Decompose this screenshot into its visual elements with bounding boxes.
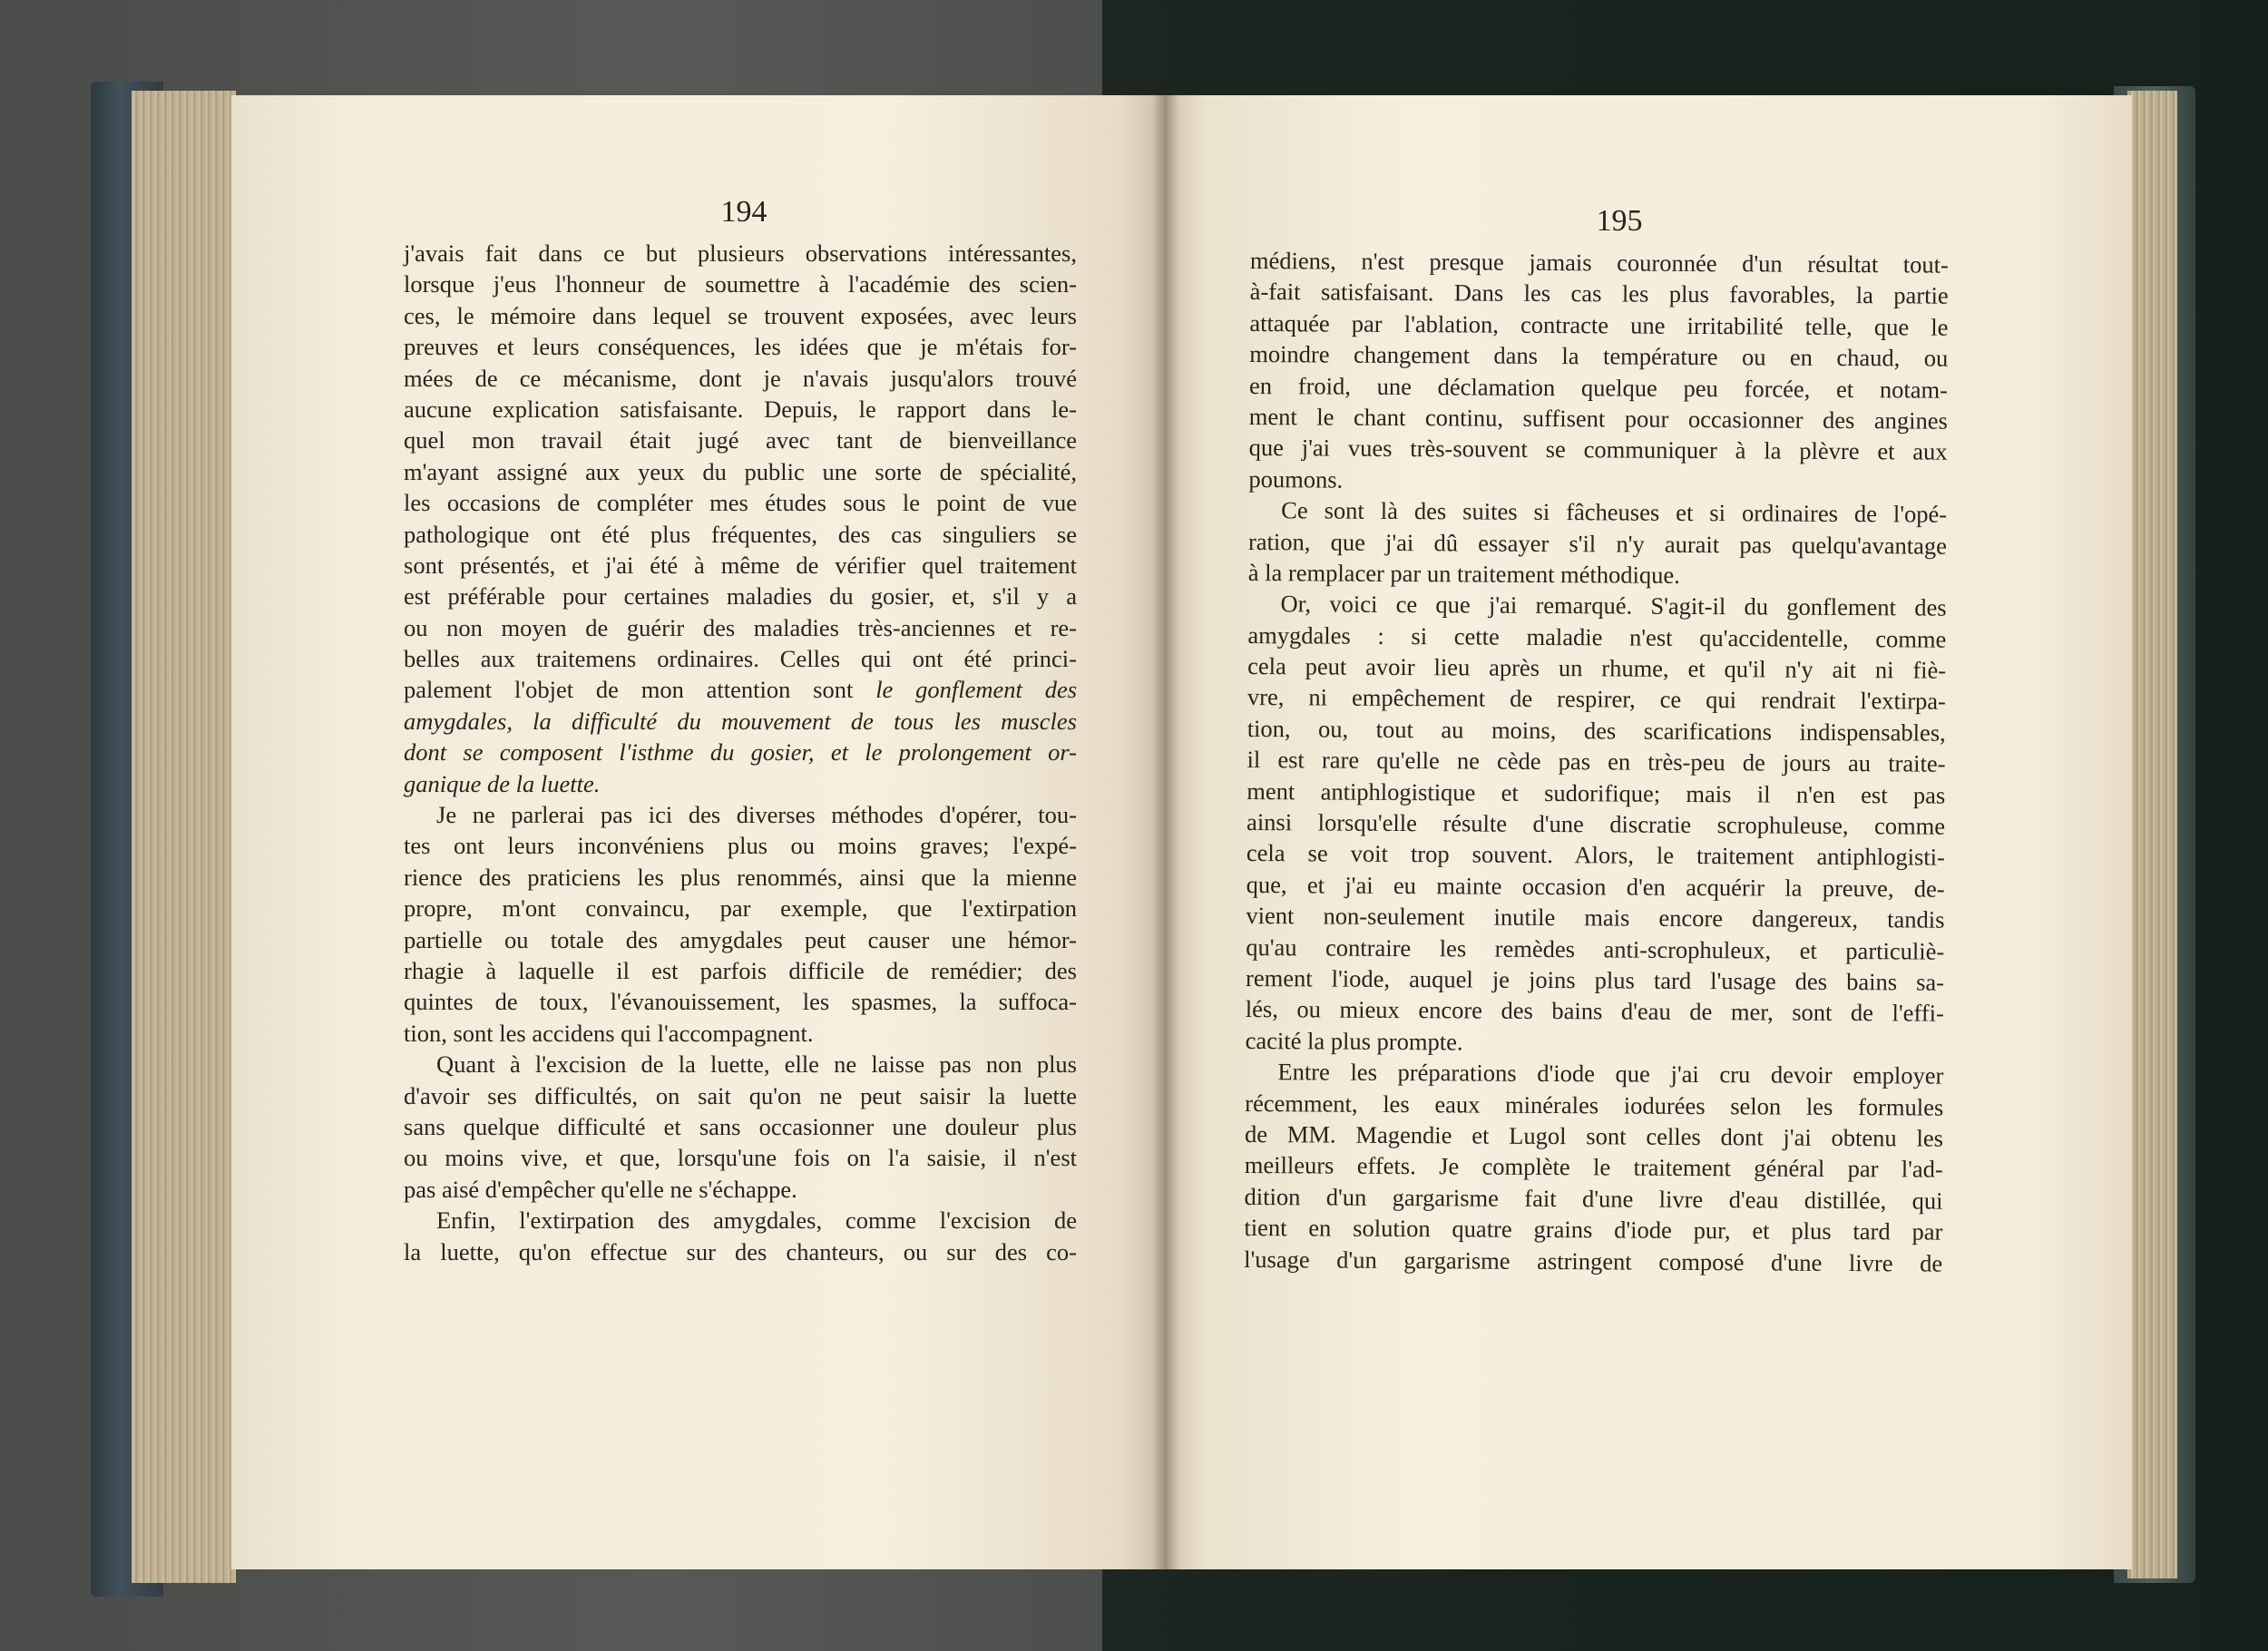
text-line: m'ayant assigné aux yeux du public une sorte de spécialité, bbox=[404, 457, 1077, 485]
text-line: attaquée par l'ablation, contracte une irritabilité telle, que le bbox=[1249, 308, 1949, 341]
text-line: belles aux traitemens ordinaires. Celles qui ont été princi- bbox=[404, 645, 1077, 673]
text-line: cela peut avoir lieu après un rhume, et qu'il n'y ait ni fiè- bbox=[1247, 652, 1947, 684]
italic-text-line: ganique de la luette. bbox=[404, 769, 601, 797]
text-line: ment le chant continu, suffisent pour occasionner des angines bbox=[1248, 402, 1948, 435]
italic-span: le gonflement des bbox=[875, 676, 1078, 704]
text-line: amygdales : si cette maladie n'est qu'accidentelle, comme bbox=[1247, 620, 1947, 653]
italic-text-line: dont se composent l'isthme du gosier, et le prolongement or- bbox=[404, 738, 1077, 767]
text-line: j'avais fait dans ce but plusieurs observations intéressantes, bbox=[404, 239, 1077, 267]
text-line: sans quelque difficulté et sans occasionner une douleur plus bbox=[404, 1112, 1077, 1140]
text-line: quintes de toux, l'évanouissement, les spasmes, la suffoca- bbox=[404, 988, 1077, 1016]
text-line: rience des praticiens les plus renommés, ainsi que la mienne bbox=[404, 863, 1077, 891]
text-line: ou non moyen de guérir des maladies très-anciennes et re- bbox=[404, 613, 1077, 641]
page-edges-left bbox=[132, 91, 236, 1583]
text-line: vre, ni empêchement de respirer, ce qui rendrait l'extirpa- bbox=[1246, 683, 1947, 716]
text-line: cela se voit trop souvent. Alors, le traitement antiphlogisti- bbox=[1246, 839, 1945, 872]
text-line: tion, sont les accidens qui l'accompagnent. bbox=[404, 1019, 814, 1047]
text-line: que j'ai vues très-souvent se communiquer à la plèvre et aux bbox=[1248, 434, 1948, 466]
text-line: rement l'iode, auquel je joins plus tard l'usage des bains sa- bbox=[1245, 963, 1945, 996]
text-line: ment antiphlogistique et sudorifique; mais il n'en est pas bbox=[1246, 777, 1946, 809]
text-line: ces, le mémoire dans lequel se trouvent exposées, avec leurs bbox=[404, 301, 1077, 329]
text-line: rhagie à laquelle il est parfois difficile de remédier; des bbox=[404, 956, 1077, 984]
text-line: que, et j'ai eu mainte occasion d'en acquérir la preuve, de- bbox=[1246, 870, 1945, 903]
left-page-text bbox=[404, 238, 1077, 1267]
text-line: sont présentés, et j'ai été à même de vérifier quel traitement bbox=[404, 551, 1077, 579]
text-line: tient en solution quatre grains d'iode pur, et plus tard par bbox=[1244, 1214, 1943, 1246]
text-line: moindre changement dans la température ou en chaud, ou bbox=[1249, 340, 1949, 372]
text-line: à la remplacer par un traitement méthodique. bbox=[1247, 558, 1680, 589]
text-line: propre, m'ont convaincu, par exemple, que l'extirpation bbox=[404, 894, 1077, 923]
text-line: ainsi lorsqu'elle résulte d'une discratie scrophuleuse, comme bbox=[1246, 808, 1946, 840]
paragraph-start-line: Quant à l'excision de la luette, elle ne laisse pas non plus bbox=[436, 1050, 1077, 1079]
text-line: médiens, n'est presque jamais couronnée d'un résultat tout- bbox=[1249, 246, 1949, 278]
text-line: poumons. bbox=[1248, 464, 1344, 493]
text-line: partielle ou totale des amygdales peut causer une hémor- bbox=[404, 925, 1077, 953]
page-edges-right bbox=[2127, 91, 2177, 1578]
paragraph-start-line: Entre les préparations d'iode que j'ai cru devoir employer bbox=[1277, 1058, 1944, 1089]
paragraph-start-line: Ce sont là des suites si fâcheuses et si ordinaires de l'opé- bbox=[1281, 496, 1948, 528]
right-page-text bbox=[1244, 245, 1949, 1279]
paragraph-start-line: Enfin, l'extirpation des amygdales, comme l'excision de bbox=[436, 1206, 1077, 1235]
text-line: aucune explication satisfaisante. Depuis, le rapport dans le- bbox=[404, 395, 1077, 423]
book-gutter bbox=[1152, 95, 1179, 1569]
text-line: est préférable pour certaines maladies du gosier, et, s'il y a bbox=[404, 582, 1077, 611]
text-line: l'usage d'un gargarisme astringent composé d'une livre de bbox=[1244, 1245, 1943, 1277]
right-page-number: 195 bbox=[1596, 204, 1643, 238]
text-line: lorsque j'eus l'honneur de soumettre à l'académie des scien- bbox=[404, 270, 1077, 298]
paragraph-start-line: Or, voici ce que j'ai remarqué. S'agit-il du gonflement des bbox=[1280, 590, 1947, 621]
text-line: tion, ou, tout au moins, des scarifications indispensables, bbox=[1246, 714, 1946, 747]
text-line: récemment, les eaux minérales iodurées selon les formules bbox=[1245, 1089, 1944, 1121]
left-page-number: 194 bbox=[720, 195, 767, 229]
text-line: tes ont leurs inconvéniens plus ou moins graves; l'expé- bbox=[404, 832, 1077, 860]
text-line: vient non-seulement inutile mais encore dangereux, tandis bbox=[1246, 902, 1945, 933]
text-span: palement l'objet de mon attention sont bbox=[404, 676, 854, 704]
text-line: cacité la plus prompte. bbox=[1245, 1026, 1463, 1056]
text-line-mixed bbox=[404, 674, 1077, 705]
text-line: quel mon travail était jugé avec tant de bienveillance bbox=[404, 426, 1077, 454]
italic-text-line: amygdales, la difficulté du mouvement de tous les muscles bbox=[404, 707, 1077, 735]
text-line: de MM. Magendie et Lugol sont celles dont j'ai obtenu les bbox=[1244, 1119, 1944, 1152]
text-line: d'avoir ses difficultés, on sait qu'on ne peut saisir la luette bbox=[404, 1081, 1077, 1109]
text-line: les occasions de compléter mes études sous le point de vue bbox=[404, 489, 1077, 517]
text-line: pathologique ont été plus fréquentes, des cas singuliers se bbox=[404, 520, 1077, 548]
paragraph-start-line: Je ne parlerai pas ici des diverses méthodes d'opérer, tou- bbox=[436, 801, 1077, 829]
text-line: ou moins vive, et que, lorsqu'une fois on l'a saisie, il n'est bbox=[404, 1144, 1077, 1172]
text-line: ration, que j'ai dû essayer s'il n'y aurait pas quelqu'avantage bbox=[1247, 527, 1948, 560]
text-line: à-fait satisfaisant. Dans les cas les plus favorables, la partie bbox=[1249, 278, 1949, 310]
text-line: pas aisé d'empêcher qu'elle ne s'échappe. bbox=[404, 1175, 797, 1203]
text-line: preuves et leurs conséquences, les idées que je m'étais for- bbox=[404, 333, 1077, 361]
text-line: dition d'un gargarisme fait d'une livre d'eau distillée, qui bbox=[1244, 1182, 1943, 1215]
text-line: il est rare qu'elle ne cède pas en très-peu de jours au traite- bbox=[1246, 746, 1946, 777]
text-line: lés, ou mieux encore des bains d'eau de mer, sont de l'effi- bbox=[1245, 995, 1944, 1028]
text-line: la luette, qu'on effectue sur des chanteurs, ou sur des co- bbox=[404, 1237, 1077, 1265]
text-line: qu'au contraire les remèdes anti-scrophuleux, et particuliè- bbox=[1246, 933, 1945, 965]
text-line: meilleurs effets. Je complète le traitement général par l'ad- bbox=[1244, 1151, 1943, 1184]
text-line: mées de ce mécanisme, dont je n'avais jusqu'alors trouvé bbox=[404, 364, 1077, 392]
text-line: en froid, une déclamation quelque peu forcée, et notam- bbox=[1248, 371, 1949, 404]
